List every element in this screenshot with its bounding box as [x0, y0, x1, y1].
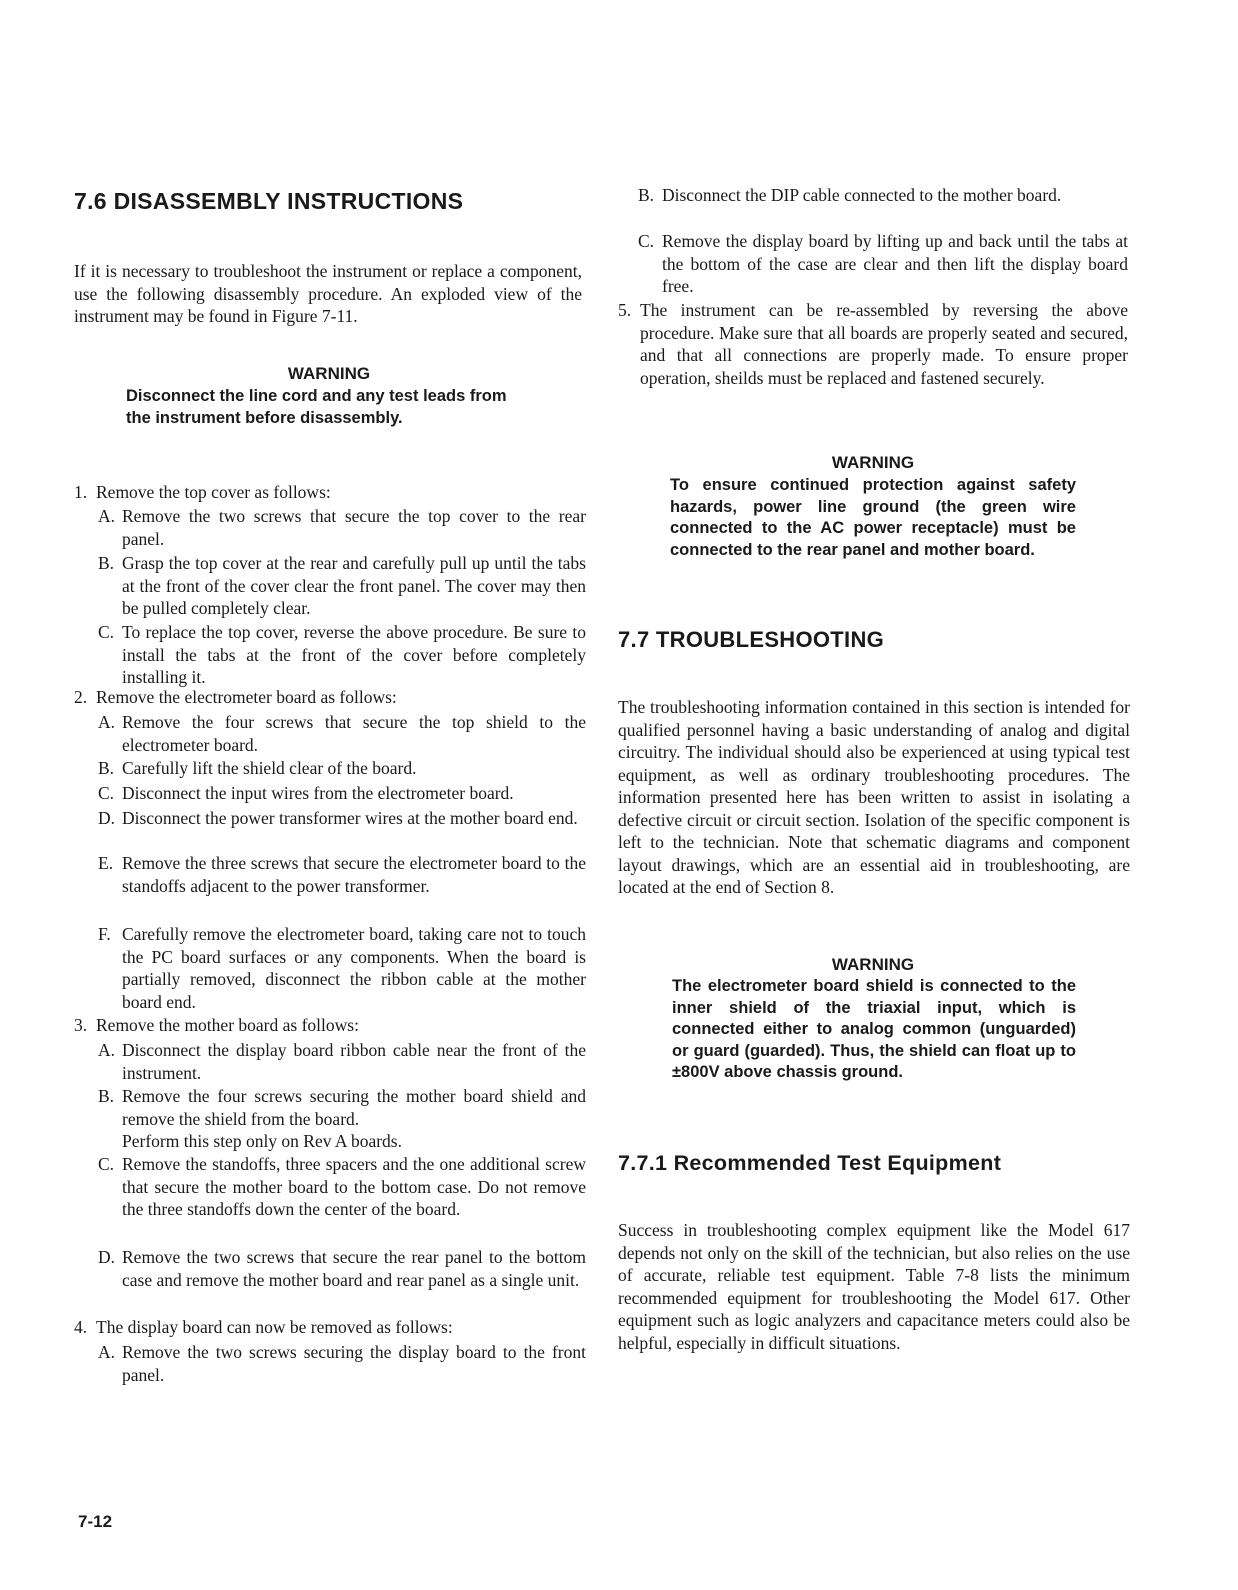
- step-4: [74, 1316, 586, 1339]
- sub-label: C.: [638, 231, 655, 251]
- sub-label: C.: [98, 622, 115, 642]
- sub-label: B.: [98, 758, 115, 778]
- section-7-7-1-intro: Success in troubleshooting complex equipment like the Model 617 depends not only on the skill of the technician, but also relies on the use of accurate, reliable test equipment. Table 7-8 lists the minimum recommended equipment for troubleshooting the Model 617. Other equipment such as logic analyzers and capacitance meters could also be helpful, especially in difficult situations.: [618, 1220, 1130, 1353]
- step-3b: [98, 1085, 586, 1153]
- sub-text: To replace the top cover, reverse the above procedure. Be sure to install the tabs at the front of the cover before completely installing it.: [122, 622, 586, 687]
- step-2d: [98, 807, 586, 830]
- warning-body: Disconnect the line cord and any test leads from the instrument before disassembly.: [126, 387, 507, 427]
- warning-title: WARNING: [287, 364, 371, 383]
- sub-text: Disconnect the power transformer wires at the mother board end.: [122, 808, 578, 828]
- sub-text: Disconnect the display board ribbon cable near the front of the instrument.: [122, 1040, 586, 1083]
- warning-title: WARNING: [831, 955, 915, 974]
- sub-text: Remove the three screws that secure the electrometer board to the standoffs adjacent to the power transformer.: [122, 853, 586, 896]
- sub-label: E.: [98, 853, 114, 873]
- section-7-6-heading: 7.6 DISASSEMBLY INSTRUCTIONS: [74, 188, 464, 214]
- sub-text: Carefully lift the shield clear of the board.: [122, 758, 417, 778]
- sub-text: Disconnect the DIP cable connected to the mother board.: [662, 185, 1062, 205]
- sub-label: C.: [98, 783, 115, 803]
- step-number: 2.: [74, 687, 88, 707]
- sub-label: B.: [98, 553, 115, 573]
- sub-label: B.: [638, 185, 655, 205]
- step-text: The instrument can be re-assembled by reversing the above procedure. Make sure that all boards are properly seated and secured, and that all connections are properly made. To ensure proper operation, sheilds must be replaced and fastened securely.: [640, 300, 1128, 388]
- step-2: [74, 686, 586, 709]
- section-7-7-intro: The troubleshooting information contained in this section is intended for qualified personnel having a basic understanding of analog and digital circuitry. The individual should also be experienced at using typical test equipment, as well as ordinary troubleshooting procedures. The information presented here has been written to assist in isolating a defective circuit or circuit section. Isolation of the specific component is left to the technician. Note that schematic diagrams and component layout drawings, which are an essential aid in troubleshooting, are located at the end of Section 8.: [618, 697, 1130, 897]
- sub-text: Grasp the top cover at the rear and carefully pull up until the tabs at the front of the cover clear the front panel. The cover may then be pulled completely clear.: [122, 553, 586, 618]
- warning-body: The electrometer board shield is connected to the inner shield of the triaxial input, which is connected either to analog common (unguarded) or guard (guarded). Thus, the shield can float up to ±800V above chassis ground.: [672, 977, 1076, 1081]
- section-7-7-heading: 7.7 TROUBLESHOOTING: [618, 627, 885, 652]
- sub-note: Perform this step only on Rev A boards.: [122, 1131, 402, 1151]
- step-4c: [638, 230, 1128, 298]
- sub-label: D.: [98, 808, 116, 828]
- step-2c: [98, 782, 586, 805]
- sub-label: C.: [98, 1154, 115, 1174]
- step-text: The display board can now be removed as follows:: [96, 1317, 453, 1337]
- step-3: [74, 1014, 586, 1037]
- sub-label: F.: [98, 924, 111, 944]
- sub-text: Remove the standoffs, three spacers and the one additional screw that secure the mother board to the bottom case. Do not remove the three standoffs down the center of the board.: [122, 1154, 586, 1219]
- section-7-7-1-heading: 7.7.1 Recommended Test Equipment: [618, 1151, 1002, 1175]
- step-1a: [98, 505, 586, 550]
- sub-text: Remove the display board by lifting up and back until the tabs at the bottom of the case are clear and then lift the display board free.: [662, 231, 1128, 296]
- step-text: Remove the top cover as follows:: [96, 482, 331, 502]
- step-2a: [98, 711, 586, 756]
- page-number: 7-12: [78, 1512, 113, 1531]
- step-1c: [98, 621, 586, 689]
- step-2e: [98, 852, 586, 897]
- step-2b: [98, 757, 586, 780]
- step-text: Remove the mother board as follows:: [96, 1015, 359, 1035]
- step-number: 4.: [74, 1317, 88, 1337]
- sub-label: A.: [98, 1342, 116, 1362]
- warning-title: WARNING: [831, 453, 915, 472]
- step-4a: [98, 1341, 586, 1386]
- step-1: [74, 481, 586, 504]
- step-3d: [98, 1246, 586, 1291]
- step-number: 5.: [618, 300, 632, 320]
- step-number: 1.: [74, 482, 88, 502]
- sub-text: Remove the four screws securing the mother board shield and remove the shield from the board.: [122, 1086, 586, 1129]
- step-text: Remove the electrometer board as follows:: [96, 687, 397, 707]
- step-3c: [98, 1153, 586, 1221]
- sub-label: B.: [98, 1086, 115, 1106]
- step-5: [618, 299, 1128, 389]
- sub-label: A.: [98, 712, 116, 732]
- sub-text: Disconnect the input wires from the electrometer board.: [122, 783, 514, 803]
- step-1b: [98, 552, 586, 620]
- sub-text: Remove the two screws securing the display board to the front panel.: [122, 1342, 586, 1385]
- section-7-6-intro: If it is necessary to troubleshoot the instrument or replace a component, use the following disassembly procedure. An exploded view of the instrument may be found in Figure 7-11.: [74, 261, 582, 326]
- sub-label: D.: [98, 1247, 116, 1267]
- sub-text: Remove the two screws that secure the rear panel to the bottom case and remove the mother board and rear panel as a single unit.: [122, 1247, 586, 1290]
- step-number: 3.: [74, 1015, 88, 1035]
- step-2f: [98, 923, 586, 1013]
- sub-text: Remove the two screws that secure the top cover to the rear panel.: [122, 506, 586, 549]
- sub-text: Remove the four screws that secure the top shield to the electrometer board.: [122, 712, 586, 755]
- step-3a: [98, 1039, 586, 1084]
- warning-body: To ensure continued protection against safety hazards, power line ground (the green wire connected to the AC power receptacle) must be connected to the rear panel and mother board.: [670, 476, 1076, 559]
- sub-text: Carefully remove the electrometer board, taking care not to touch the PC board surfaces or any components. When the board is partially removed, disconnect the ribbon cable at the mother board end.: [122, 924, 586, 1012]
- sub-label: A.: [98, 1040, 116, 1060]
- step-4b: [638, 184, 1128, 207]
- sub-label: A.: [98, 506, 116, 526]
